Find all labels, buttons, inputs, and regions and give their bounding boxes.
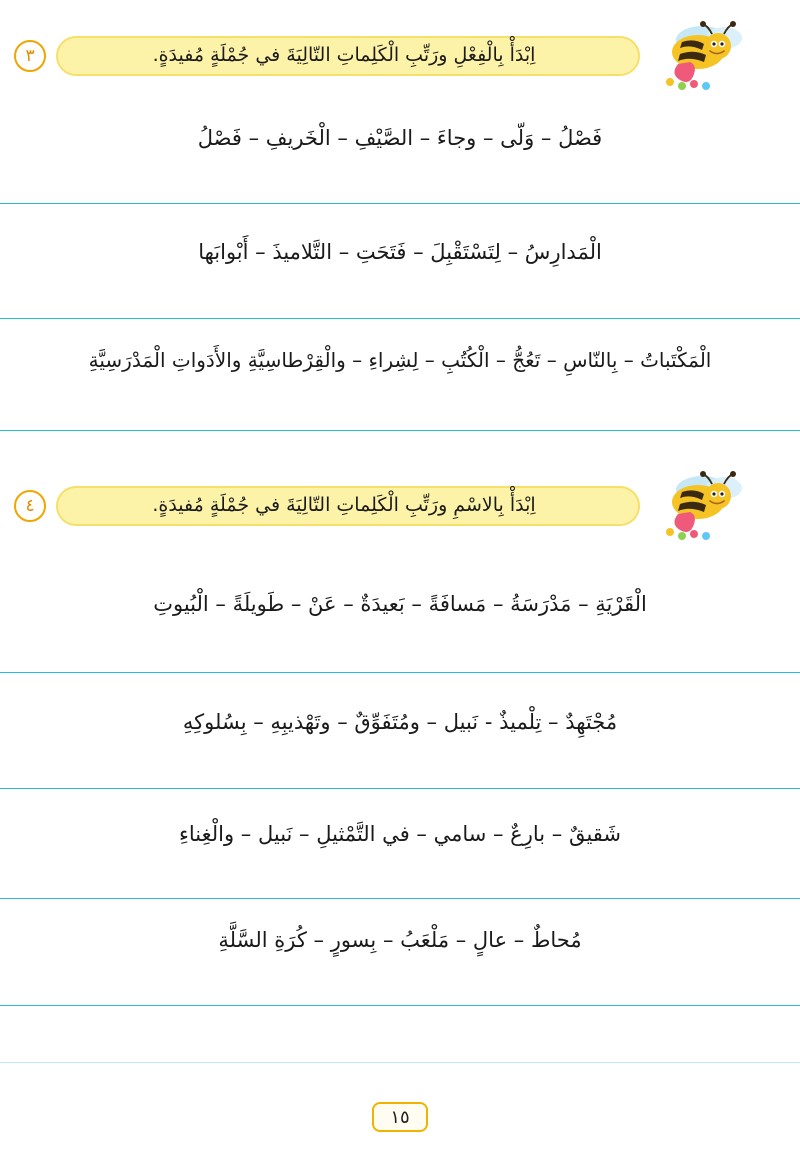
- writing-rule: [0, 430, 800, 431]
- exercise-3-header: [25, 28, 640, 82]
- exercise-4-number: ٤: [14, 490, 46, 522]
- exercise-4-instruction: اِبْدَأْ بِالاسْمِ ورَتِّبِ الْكَلِماتِ التّالِيَةَ في جُمْلَةٍ مُفيدَةٍ.: [152, 494, 536, 516]
- exercise-3-answer-3: الْمَكْتَباتُ – بِالنّاسِ – تَعُجُّ – الْكُتُبِ – لِشِراءِ – والْقِرْطاسِيَّةِ والأَدَواتِ الْمَدْرَسِيَّةِ: [88, 348, 712, 372]
- exercise-4-answer-2: مُجْتَهِدٌ – تِلْميذٌ - نَبيل – ومُتَفَوِّقٌ – وتَهْذيبِهِ – بِسُلوكِهِ: [182, 710, 618, 734]
- page-number-value: ١٥: [372, 1102, 428, 1132]
- writing-rule-faint: [0, 1062, 800, 1063]
- page-number: [0, 1102, 800, 1132]
- writing-rule: [0, 318, 800, 319]
- writing-rule: [0, 203, 800, 204]
- writing-rule: [0, 898, 800, 899]
- bee-mascot-icon: [648, 468, 768, 544]
- exercise-3-answer-2: الْمَدارِسُ – لِتَسْتَقْبِلَ – فَتَحَتِ – التَّلاميذَ – أَبْوابَها: [198, 240, 602, 264]
- writing-rule: [0, 1005, 800, 1006]
- exercise-4-header: [25, 478, 640, 532]
- exercise-4-answer-1: الْقَرْيَةِ – مَدْرَسَةُ – مَسافَةً – بَعيدَةٌ – عَنْ – طَويلَةً – الْبُيوتِ: [153, 592, 647, 616]
- exercise-4-answer-4: مُحاطٌ – عالٍ – مَلْعَبُ – بِسورٍ – كُرَةِ السَّلَّةِ: [218, 928, 582, 952]
- writing-rule: [0, 788, 800, 789]
- exercise-3: [0, 28, 800, 82]
- exercise-3-instruction: اِبْدَأْ بِالْفِعْلِ ورَتِّبِ الْكَلِماتِ التّالِيَةَ في جُمْلَةٍ مُفيدَةٍ.: [152, 44, 536, 66]
- exercise-4: [0, 478, 800, 532]
- exercise-4-answer-3: شَقيقٌ – بارِعٌ – سامي – في التَّمْثيلِ – نَبيل – والْغِناءِ: [178, 822, 622, 846]
- exercise-3-answer-1: فَصْلُ – وَلّى – وجاءَ – الصَّيْفِ – الْخَريفِ – فَصْلُ: [197, 126, 603, 150]
- bee-mascot-icon: [648, 18, 768, 94]
- writing-rule: [0, 672, 800, 673]
- exercise-3-number: ٣: [14, 40, 46, 72]
